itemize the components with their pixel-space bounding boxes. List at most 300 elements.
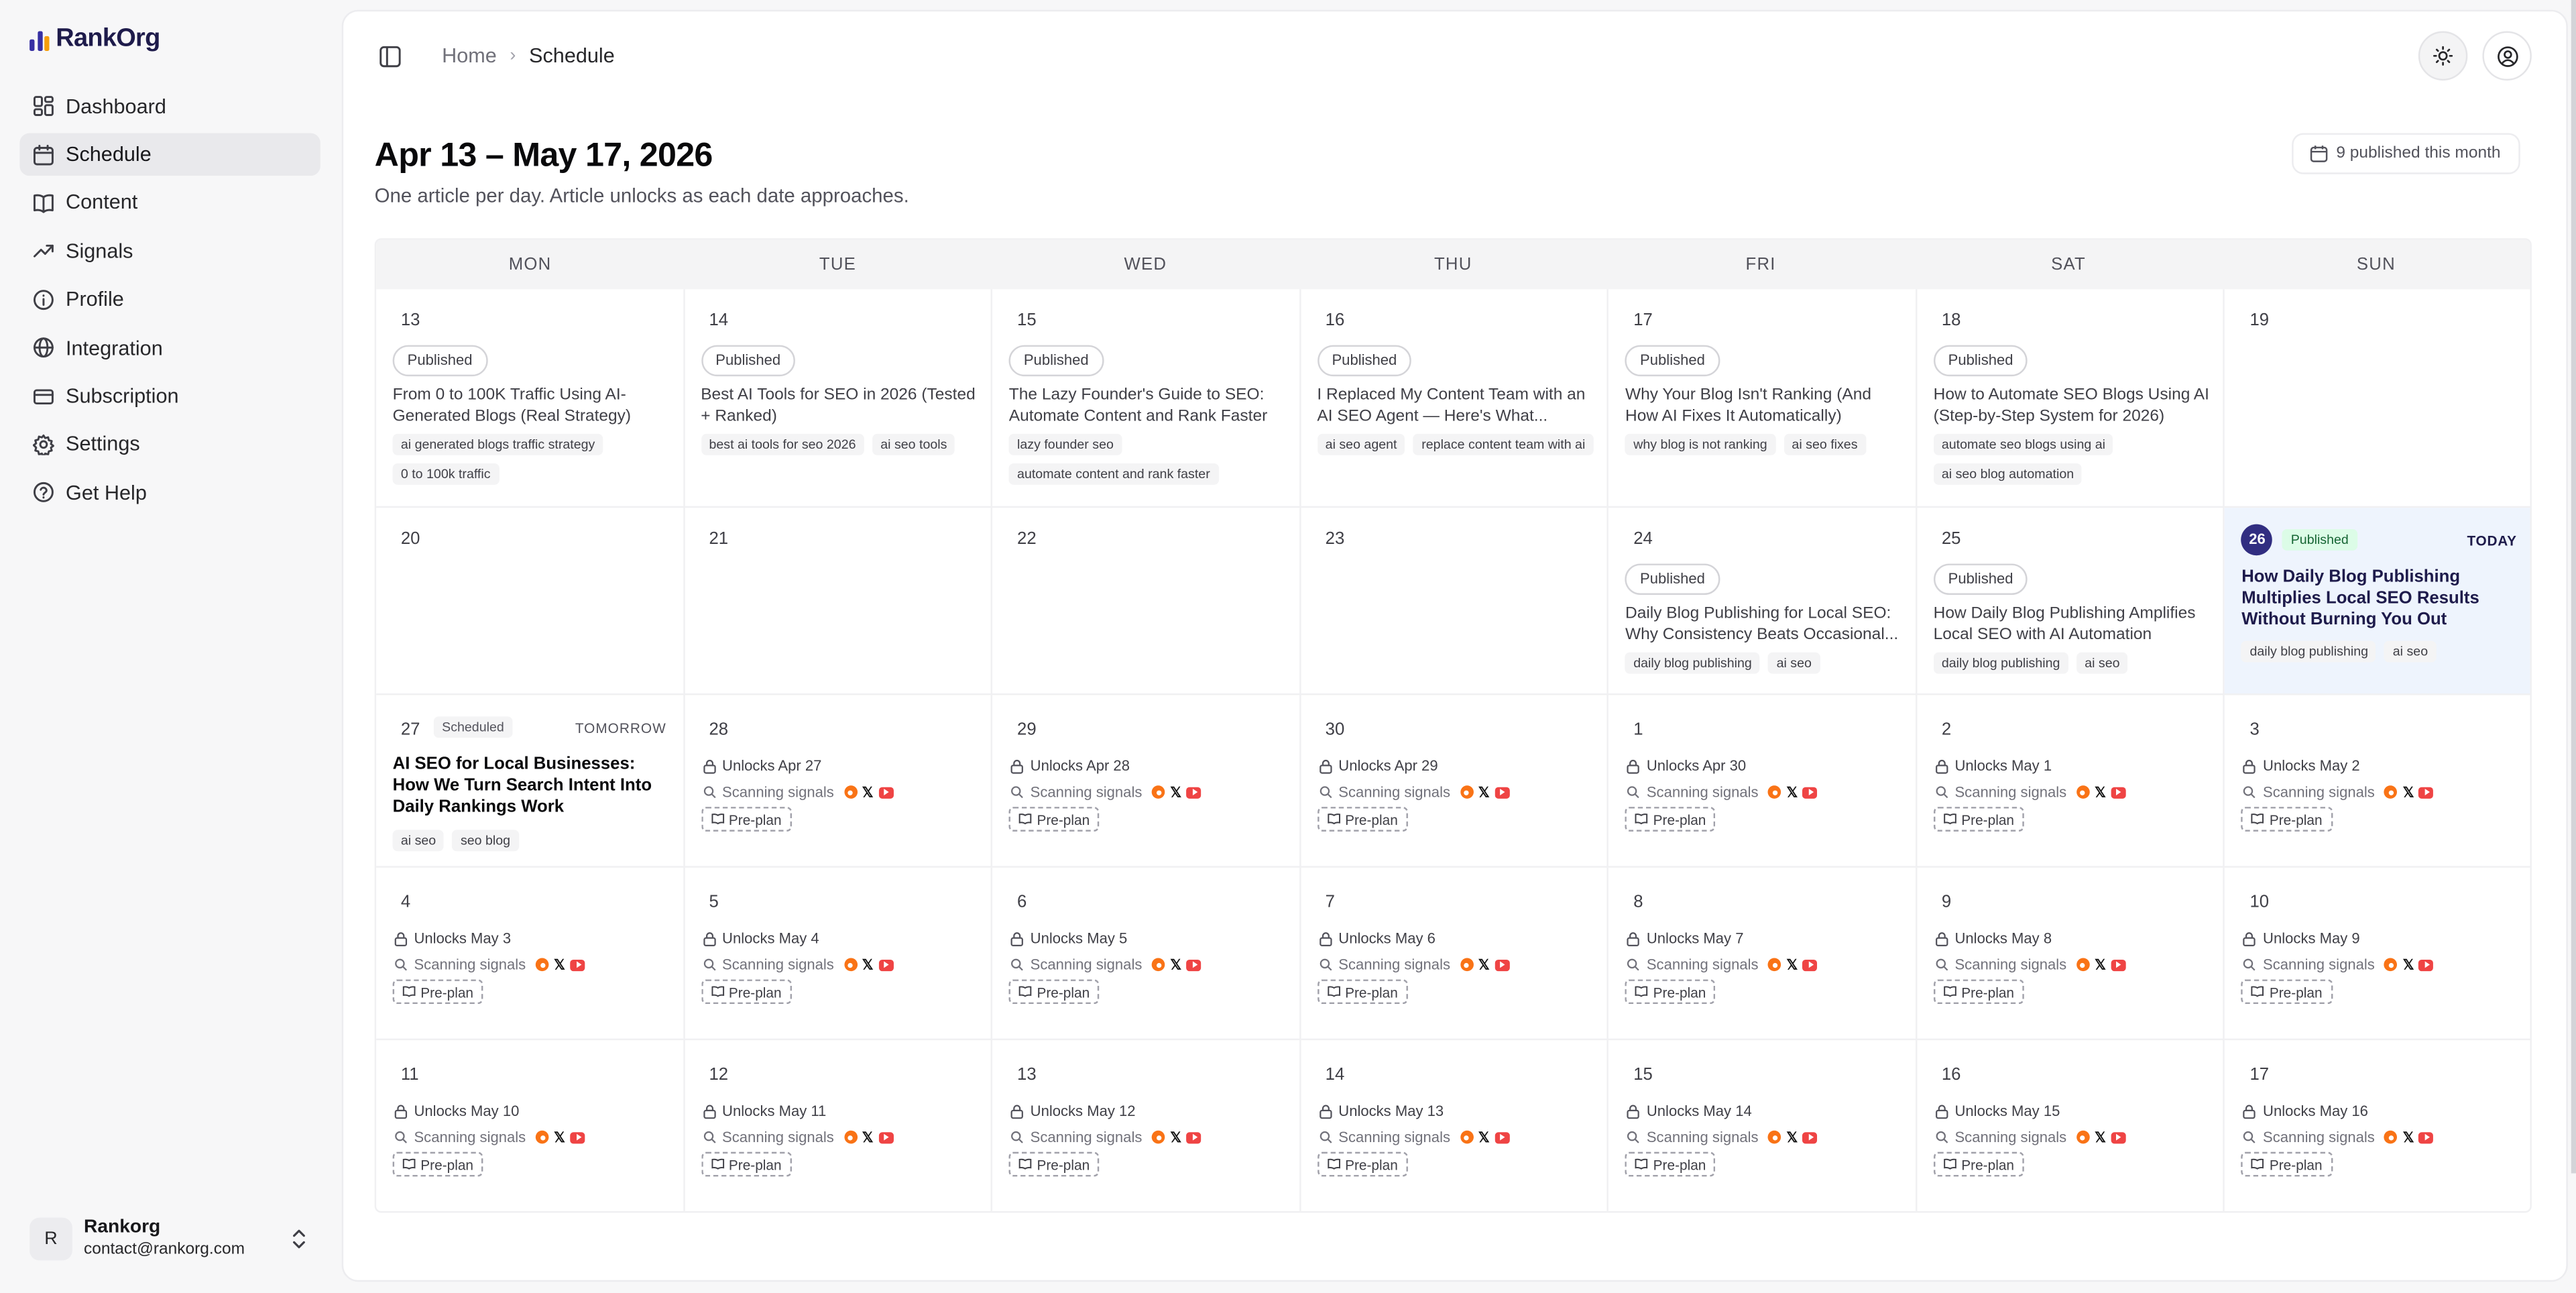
day-number: 5	[709, 892, 719, 912]
reddit-icon	[1152, 785, 1165, 799]
search-icon	[1935, 1131, 1948, 1144]
signal-sources	[1152, 785, 1202, 799]
unlock-info	[1935, 930, 2052, 947]
weekday-label: THU	[1433, 254, 1472, 275]
user-menu[interactable]	[30, 1215, 312, 1264]
sidebar-item-signals[interactable]	[19, 230, 320, 272]
calendar-day-cell[interactable]	[2225, 508, 2532, 695]
calendar-day-cell[interactable]	[376, 1040, 685, 1213]
preplan-button[interactable]	[393, 1152, 483, 1177]
calendar-day-cell[interactable]	[992, 1040, 1301, 1213]
weekday-header	[376, 240, 2530, 290]
weekday-label: MON	[508, 254, 552, 275]
tomorrow-label: TOMORROW	[575, 720, 666, 736]
youtube-icon	[1495, 786, 1509, 797]
scanning-signals	[394, 956, 585, 973]
preplan-button[interactable]	[1934, 807, 2024, 832]
preplan-button[interactable]	[1625, 1152, 1716, 1177]
reddit-icon	[843, 958, 857, 972]
reddit-icon	[2384, 1131, 2398, 1144]
lock-icon	[1319, 758, 1332, 773]
book-open-icon	[1943, 986, 1956, 997]
sun-icon	[2433, 46, 2453, 66]
calendar-day-cell[interactable]	[376, 508, 685, 695]
preplan-button[interactable]	[701, 1152, 791, 1177]
calendar-day-cell[interactable]	[2225, 868, 2532, 1040]
calendar-day-cell[interactable]	[685, 695, 993, 867]
x-icon: 𝕏	[2095, 1129, 2106, 1145]
tag-list	[1625, 434, 1908, 455]
avatar: R	[30, 1218, 72, 1261]
day-number: 17	[2249, 1064, 2270, 1085]
lock-icon	[1935, 1103, 1948, 1118]
calendar-day-cell[interactable]	[1917, 508, 2225, 695]
calendar-day-cell[interactable]	[2225, 1040, 2532, 1213]
status-badge: Published	[1009, 345, 1104, 377]
page-title: Apr 13 – May 17, 2026	[374, 136, 713, 174]
unlock-date: Unlocks Apr 27	[722, 757, 822, 775]
book-open-icon	[711, 986, 724, 997]
preplan-label: Pre-plan	[1653, 811, 1706, 828]
day-number: 11	[400, 1064, 419, 1085]
day-number: 20	[400, 528, 420, 549]
lock-icon	[703, 1103, 716, 1118]
tag-list	[393, 830, 675, 851]
scanning-label: Scanning signals	[1646, 783, 1759, 801]
keyword-tag: daily blog publishing	[1934, 653, 2068, 674]
calendar-day-cell[interactable]	[992, 868, 1301, 1040]
book-open-icon	[2251, 1158, 2265, 1170]
preplan-button[interactable]	[1625, 979, 1716, 1004]
sidebar-item-label: Profile	[66, 288, 124, 311]
published-count-badge	[2292, 133, 2520, 174]
youtube-icon	[1803, 1131, 1818, 1143]
preplan-label: Pre-plan	[728, 1156, 782, 1173]
unlock-info	[1627, 1103, 1751, 1119]
scanning-signals	[2243, 784, 2434, 801]
preplan-button[interactable]	[1317, 1152, 1407, 1177]
preplan-button[interactable]	[2241, 1152, 2332, 1177]
calendar-day-cell[interactable]	[992, 508, 1301, 695]
article-title[interactable]: AI SEO for Local Businesses: How We Turn Search Intent Into Daily Rankings Work	[392, 754, 652, 817]
book-icon	[33, 192, 54, 214]
sidebar-item-label: Subscription	[66, 384, 179, 408]
lock-icon	[2243, 1103, 2257, 1118]
calendar-day-cell[interactable]	[685, 1040, 993, 1213]
calendar-day-cell[interactable]	[1917, 868, 2225, 1040]
search-icon	[1935, 958, 1948, 972]
book-open-icon	[1635, 986, 1649, 997]
search-icon	[703, 958, 716, 972]
sidebar-item-integration[interactable]	[19, 327, 320, 368]
lock-icon	[1319, 931, 1332, 946]
article-title[interactable]: How Daily Blog Publishing Multiplies Local SEO Results Without Burning You Out	[2241, 567, 2479, 630]
chevrons-up-down-icon	[289, 1227, 308, 1250]
search-icon	[1010, 785, 1024, 799]
reddit-icon	[1460, 958, 1474, 972]
calendar-icon	[33, 144, 54, 166]
scanning-signals	[1935, 784, 2125, 801]
sidebar-item-profile[interactable]	[19, 278, 320, 320]
signal-sources	[1460, 1131, 1510, 1144]
lock-icon	[1935, 931, 1948, 946]
preplan-label: Pre-plan	[728, 983, 782, 1001]
youtube-icon	[878, 1131, 893, 1143]
weekday-label: TUE	[819, 254, 857, 275]
sidebar-nav	[19, 85, 320, 520]
scanning-signals	[1319, 956, 1509, 973]
unlock-date: Unlocks Apr 28	[1030, 757, 1130, 775]
calendar-day-cell[interactable]	[685, 868, 993, 1040]
calendar-day-cell[interactable]	[685, 508, 993, 695]
unlock-info	[2243, 758, 2360, 775]
x-icon: 𝕏	[862, 956, 874, 973]
calendar-day-cell[interactable]	[1917, 289, 2225, 508]
preplan-button[interactable]	[701, 979, 791, 1004]
signal-sources	[2384, 958, 2434, 972]
calendar-day-cell[interactable]	[1917, 695, 2225, 867]
today-label: TODAY	[2467, 532, 2517, 549]
article-title[interactable]: Best AI Tools for SEO in 2026 (Tested + Ranked)	[701, 386, 976, 426]
scanning-label: Scanning signals	[1338, 956, 1451, 973]
signal-sources	[1460, 785, 1510, 799]
reddit-icon	[1768, 1131, 1781, 1144]
x-icon: 𝕏	[1478, 783, 1490, 801]
calendar-day-cell[interactable]	[1608, 695, 1917, 867]
reddit-icon	[1768, 785, 1781, 799]
tag-list	[2241, 641, 2524, 663]
breadcrumb-home[interactable]: Home	[442, 44, 497, 68]
book-open-icon	[2251, 986, 2265, 997]
youtube-icon	[2419, 1131, 2434, 1143]
scanning-signals	[1935, 956, 2125, 973]
search-icon	[1319, 785, 1332, 799]
day-number: 12	[709, 1064, 729, 1085]
day-number: 27	[400, 720, 420, 740]
scanning-label: Scanning signals	[414, 956, 526, 973]
preplan-label: Pre-plan	[420, 983, 474, 1001]
sidebar	[0, 0, 340, 1293]
preplan-button[interactable]	[701, 807, 791, 832]
scanning-signals	[1319, 1129, 1509, 1145]
status-badge: Published	[1934, 563, 2028, 595]
account-button[interactable]	[2482, 32, 2532, 81]
x-icon: 𝕏	[2402, 1129, 2414, 1145]
preplan-button[interactable]	[1625, 807, 1716, 832]
preplan-button[interactable]	[393, 979, 483, 1004]
unlock-date: Unlocks May 13	[1338, 1103, 1444, 1119]
lock-icon	[2243, 758, 2257, 773]
tag-list	[393, 434, 675, 485]
calendar-day-cell[interactable]	[376, 868, 685, 1040]
book-open-icon	[1018, 813, 1032, 825]
scanning-signals	[1627, 1129, 1817, 1145]
book-open-icon	[1327, 986, 1340, 997]
calendar-day-cell[interactable]	[376, 289, 685, 508]
search-icon	[1319, 1131, 1332, 1144]
youtube-icon	[2111, 786, 2125, 797]
unlock-date: Unlocks May 5	[1030, 930, 1128, 947]
preplan-label: Pre-plan	[1037, 811, 1090, 828]
calendar-day-cell[interactable]	[1301, 868, 1609, 1040]
search-icon	[394, 1131, 408, 1144]
trending-icon	[33, 241, 54, 262]
book-open-icon	[1943, 813, 1956, 825]
article-title[interactable]: How Daily Blog Publishing Amplifies Local SEO with AI Automation	[1933, 604, 2196, 644]
preplan-button[interactable]	[1317, 807, 1407, 832]
x-icon: 𝕏	[1786, 783, 1798, 801]
user-name: Rankorg	[83, 1217, 161, 1238]
calendar-day-cell[interactable]	[1608, 868, 1917, 1040]
info-icon	[33, 289, 54, 311]
scanning-signals	[1935, 1129, 2125, 1145]
unlock-info	[703, 930, 819, 947]
unlock-date: Unlocks May 14	[1646, 1103, 1752, 1119]
search-icon	[2243, 958, 2257, 972]
preplan-button[interactable]	[2241, 807, 2332, 832]
brand-logo[interactable]	[30, 25, 160, 54]
day-number: 30	[1325, 720, 1345, 740]
unlock-date: Unlocks May 15	[1954, 1103, 2060, 1119]
calendar-day-cell[interactable]	[992, 289, 1301, 508]
sidebar-item-label: Schedule	[66, 143, 152, 166]
reddit-icon	[843, 785, 857, 799]
unlock-info	[1627, 930, 1743, 947]
reddit-icon	[1460, 785, 1474, 799]
preplan-label: Pre-plan	[1037, 1156, 1090, 1173]
calendar-day-cell[interactable]	[1608, 289, 1917, 508]
scanning-label: Scanning signals	[1030, 783, 1143, 801]
calendar-day-cell[interactable]	[2225, 289, 2532, 508]
page-scrollbar[interactable]	[2571, 0, 2576, 1174]
reddit-icon	[843, 1131, 857, 1144]
scanning-label: Scanning signals	[414, 1129, 526, 1145]
signal-sources	[843, 958, 893, 972]
day-number: 16	[1941, 1064, 1961, 1085]
search-icon	[1627, 958, 1640, 972]
unlock-date: Unlocks Apr 30	[1646, 757, 1747, 775]
sidebar-toggle-icon[interactable]	[379, 46, 401, 68]
calendar-day-cell[interactable]	[992, 695, 1301, 867]
signal-sources	[1768, 1131, 1818, 1144]
calendar-day-cell[interactable]	[1301, 508, 1609, 695]
unlock-info	[1627, 758, 1746, 775]
preplan-label: Pre-plan	[2269, 811, 2323, 828]
preplan-button[interactable]	[1009, 1152, 1100, 1177]
sidebar-item-label: Signals	[66, 239, 133, 263]
x-icon: 𝕏	[862, 783, 874, 801]
article-title[interactable]: How to Automate SEO Blogs Using AI (Step-by-Step System for 2026)	[1933, 386, 2209, 426]
day-number: 28	[709, 720, 729, 740]
user-email: contact@rankorg.com	[83, 1240, 245, 1259]
calendar-day-cell[interactable]	[2225, 695, 2532, 867]
unlock-date: Unlocks May 9	[2263, 930, 2360, 947]
weekday-label: WED	[1124, 254, 1167, 275]
brand-name: RankOrg	[56, 24, 160, 53]
day-number: 21	[709, 528, 729, 549]
day-number: 8	[1633, 892, 1643, 912]
scanning-signals	[1010, 956, 1201, 973]
signal-sources	[1768, 785, 1818, 799]
article-title[interactable]: The Lazy Founder's Guide to SEO: Automate Content and Rank Faster	[1008, 386, 1268, 426]
x-icon: 𝕏	[1786, 1129, 1798, 1145]
calendar-day-cell[interactable]	[1917, 1040, 2225, 1213]
sidebar-item-content[interactable]	[19, 182, 320, 223]
preplan-button[interactable]	[1009, 807, 1100, 832]
calendar-grid	[375, 238, 2532, 1213]
lock-icon	[394, 1103, 408, 1118]
signal-sources	[2384, 1131, 2434, 1144]
preplan-button[interactable]	[1934, 979, 2024, 1004]
sidebar-item-dashboard[interactable]	[19, 85, 320, 127]
unlock-date: Unlocks Apr 29	[1338, 757, 1438, 775]
tag-list	[1625, 653, 1908, 674]
signal-sources	[536, 958, 585, 972]
day-number: 29	[1017, 720, 1037, 740]
youtube-icon	[2111, 1131, 2125, 1143]
search-icon	[394, 958, 408, 972]
reddit-icon	[1460, 1131, 1474, 1144]
calendar-day-cell[interactable]	[376, 695, 685, 867]
reddit-icon	[1152, 1131, 1165, 1144]
sidebar-item-subscription[interactable]	[19, 376, 320, 417]
status-badge: Published	[701, 345, 795, 377]
search-icon	[1627, 1131, 1640, 1144]
unlock-info	[1319, 758, 1438, 775]
signal-sources	[536, 1131, 585, 1144]
x-icon: 𝕏	[1170, 956, 1181, 973]
sidebar-item-get-help[interactable]	[19, 472, 320, 514]
unlock-date: Unlocks May 7	[1646, 930, 1744, 947]
tag-list	[1317, 434, 1599, 455]
calendar-day-cell[interactable]	[1301, 289, 1609, 508]
preplan-button[interactable]	[1317, 979, 1407, 1004]
calendar-icon	[2310, 145, 2328, 163]
breadcrumb	[442, 44, 615, 67]
signal-sources	[1152, 958, 1202, 972]
scanning-signals	[394, 1129, 585, 1145]
preplan-label: Pre-plan	[1961, 811, 2015, 828]
lock-icon	[394, 931, 408, 946]
scanning-signals	[2243, 956, 2434, 973]
scanning-label: Scanning signals	[2263, 956, 2375, 973]
scanning-signals	[703, 784, 893, 801]
preplan-button[interactable]	[2241, 979, 2332, 1004]
youtube-icon	[878, 959, 893, 970]
x-icon: 𝕏	[2402, 956, 2414, 973]
scanning-signals	[1010, 784, 1201, 801]
day-number: 13	[1017, 1064, 1037, 1085]
tag-list	[1934, 653, 2216, 674]
article-title[interactable]: Daily Blog Publishing for Local SEO: Why Consistency Beats Occasional...	[1625, 604, 1899, 644]
day-number: 25	[1941, 528, 1961, 549]
unlock-info	[2243, 1103, 2368, 1119]
day-number: 1	[1633, 720, 1643, 740]
calendar-day-cell[interactable]	[685, 289, 993, 508]
sidebar-item-schedule[interactable]	[19, 133, 320, 175]
keyword-tag: automate content and rank faster	[1009, 463, 1218, 485]
theme-toggle-button[interactable]	[2418, 32, 2468, 81]
x-icon: 𝕏	[2095, 956, 2106, 973]
youtube-icon	[2111, 959, 2125, 970]
main-panel	[342, 10, 2568, 1282]
keyword-tag: seo blog	[453, 830, 519, 851]
calendar-day-cell[interactable]	[1608, 508, 1917, 695]
search-icon	[1010, 1131, 1024, 1144]
search-icon	[2243, 1131, 2257, 1144]
tag-list	[1009, 434, 1291, 485]
calendar-day-cell[interactable]	[1608, 1040, 1917, 1213]
unlock-info	[1010, 1103, 1135, 1119]
top-bar	[343, 11, 2566, 102]
status-badge: Published	[1934, 345, 2028, 377]
keyword-tag: ai seo agent	[1317, 434, 1405, 455]
lock-icon	[1010, 931, 1024, 946]
day-number: 19	[2249, 311, 2270, 331]
scanning-label: Scanning signals	[1338, 1129, 1451, 1145]
search-icon	[1935, 785, 1948, 799]
user-circle-icon	[2496, 45, 2518, 66]
status-badge: Published	[2282, 529, 2357, 551]
scanning-label: Scanning signals	[1954, 783, 2067, 801]
search-icon	[703, 1131, 716, 1144]
unlock-date: Unlocks May 3	[414, 930, 512, 947]
youtube-icon	[1187, 786, 1202, 797]
book-open-icon	[1943, 1158, 1956, 1170]
youtube-icon	[1803, 786, 1818, 797]
sidebar-item-settings[interactable]	[19, 424, 320, 465]
book-open-icon	[711, 1158, 724, 1170]
sidebar-item-label: Get Help	[66, 481, 147, 504]
youtube-icon	[570, 1131, 585, 1143]
scanning-signals	[1627, 784, 1817, 801]
preplan-button[interactable]	[1009, 979, 1100, 1004]
unlock-info	[1319, 1103, 1444, 1119]
unlock-info	[1935, 758, 2052, 775]
weekday-label: SAT	[2051, 254, 2086, 275]
reddit-icon	[2384, 958, 2398, 972]
day-number: 18	[1941, 311, 1961, 331]
article-title[interactable]: From 0 to 100K Traffic Using AI-Generated Blogs (Real Strategy)	[392, 386, 632, 426]
youtube-icon	[2419, 786, 2434, 797]
preplan-label: Pre-plan	[1653, 1156, 1706, 1173]
calendar-day-cell[interactable]	[1301, 1040, 1609, 1213]
keyword-tag: replace content team with ai	[1413, 434, 1594, 455]
day-number: 23	[1325, 528, 1345, 549]
x-icon: 𝕏	[1170, 1129, 1181, 1145]
x-icon: 𝕏	[862, 1129, 874, 1145]
search-icon	[1010, 958, 1024, 972]
reddit-icon	[536, 1131, 549, 1144]
day-number: 14	[709, 311, 729, 331]
day-number: 15	[1633, 1064, 1653, 1085]
preplan-label: Pre-plan	[1961, 1156, 2015, 1173]
preplan-label: Pre-plan	[2269, 983, 2323, 1001]
signal-sources	[2076, 1131, 2126, 1144]
preplan-button[interactable]	[1934, 1152, 2024, 1177]
article-title[interactable]: I Replaced My Content Team with an AI SEO Agent — Here's What...	[1317, 386, 1586, 426]
calendar-day-cell[interactable]	[1301, 695, 1609, 867]
article-title[interactable]: Why Your Blog Isn't Ranking (And How AI Fixes It Automatically)	[1625, 386, 1872, 426]
signal-sources	[843, 785, 893, 799]
reddit-icon	[2076, 958, 2090, 972]
tag-list	[1934, 434, 2216, 485]
status-badge: Published	[1317, 345, 1411, 377]
globe-icon	[33, 337, 54, 359]
keyword-tag: 0 to 100k traffic	[393, 463, 499, 485]
keyword-tag: daily blog publishing	[2241, 641, 2376, 663]
scanning-label: Scanning signals	[1954, 956, 2067, 973]
